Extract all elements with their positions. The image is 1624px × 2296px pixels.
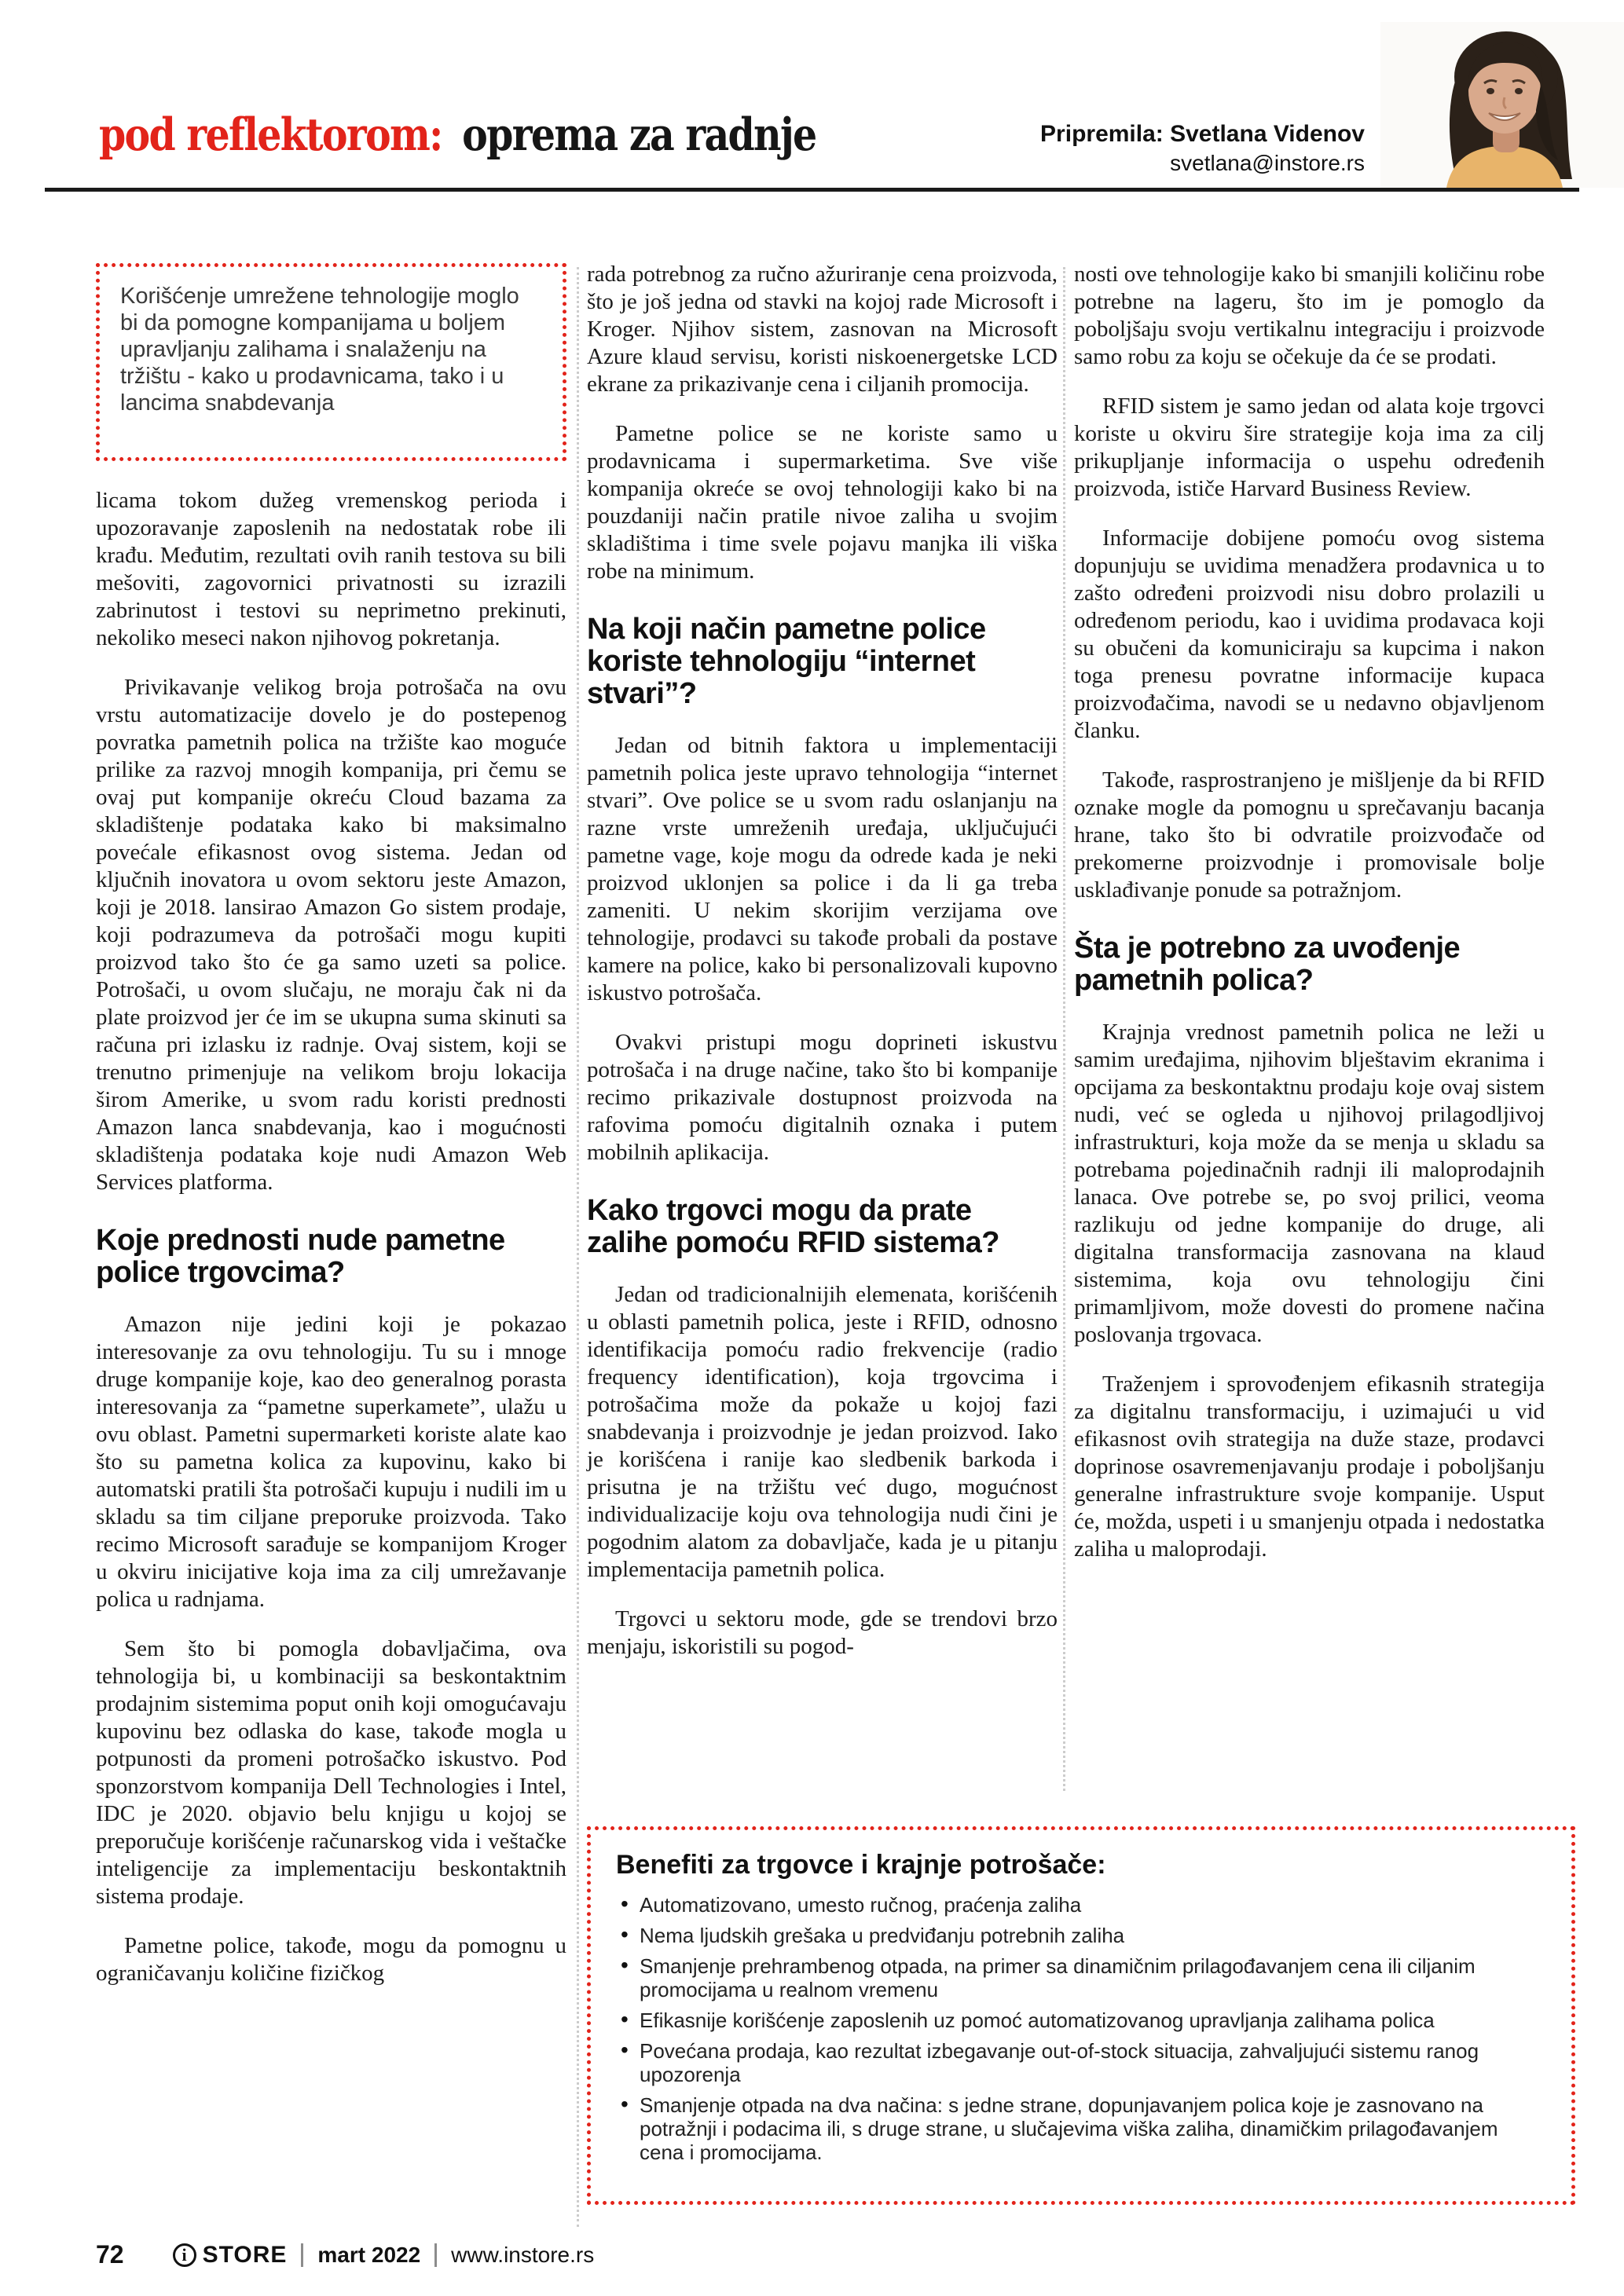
intro-box	[96, 263, 566, 461]
page-number: 72	[96, 2240, 124, 2269]
paragraph: Trgovci u sektoru mode, gde se trendovi brzo menjaju, iskoristili su pogod-	[587, 1606, 1058, 1659]
paragraph: Krajnja vrednost pametnih polica ne leži u samim uređajima, njihovim blještavim ekranima i opcijama za beskontaktnu prodaju koje ovaj sistem nudi, već se ogleda u njihovoj prilagodljivoj infrastrukturi, koja može da se menja u skladu sa potrebama pojedinačnih radnji ili maloprodajnih lanaca. Ove potrebe se, po svoj prilici, veoma razlikuju od jedne kompanije do druge, ali digitalna transformacija zasnovana na klaud sistemima, koja ovu tehnologiju čini primamljivom, može dovesti do promene načina poslovanja trgovaca.	[1074, 1020, 1545, 1347]
subheading: Kako trgovci mogu da prate zalihe pomoću RFID sistema?	[587, 1194, 999, 1259]
subheading: Šta je potrebno za uvođenje pametnih polica?	[1074, 932, 1461, 997]
paragraph: Ovakvi pristupi mogu doprineti iskustvu potrošača i na druge načine, tako što bi kompanije recimo prikazivale dostupnost proizvoda na rafovima pomoću digitalnih oznaka i putem mobilnih aplikacija.	[587, 1030, 1058, 1165]
header-divider	[45, 188, 1579, 192]
byline	[1040, 119, 1365, 178]
author-photo	[1380, 22, 1624, 188]
website-link[interactable]: www.instore.rs	[451, 2242, 595, 2267]
paragraph: Amazon nije jedini koji je pokazao interesovanje za ovu tehnologiju. Tu su i mnoge druge kompanije koje, kao deo generalnog porasta interesovanja za “pametne superkamete”, ulažu u ovu oblast. Pametni supermarketi koriste alate kao što su pametna kolica za kupovinu, kako bi automatski pratili šta potrošači kupuju i nudili im u skladu sa tim ciljane preporuke proizvoda. Tako recimo Microsoft sarađuje se kompanijom Kroger u okviru inicijative koja ima za cilj umrežavanje polica u radnjama.	[96, 1312, 566, 1612]
section-topic: oprema za radnje	[462, 108, 816, 161]
paragraph: Traženjem i sprovođenjem efikasnih strategija za digitalnu transformaciju, i uzimajući u vid efikasnost ovih strategija na duže staze, prodavci doprinose osavremenjavanju prodaje i poboljšanju generalne infrastrukture svoje kompanije. Usput će, možda, uspeti i u smanjenju otpada i nedostatka zaliha u maloprodaji.	[1074, 1371, 1545, 1562]
instore-logo-icon: i	[173, 2243, 196, 2267]
benefits-box	[587, 1826, 1575, 2205]
list-item: • Efikasnije korišćenje zaposlenih uz pomoć automatizovanog upravljanja zalihama polica	[616, 2009, 1546, 2032]
subheading: Na koji način pametne police koriste tehnologiju “internet stvari”?	[587, 613, 986, 710]
paragraph: Jedan od tradicionalnijih elemenata, korišćenih u oblasti pametnih polica, jeste i RFID, odnosno identifikacija pomoću radio frekvencije (radio frequency identification), koja trgovcima i potrošačima može da pokaže u kojoj fazi snabdevanja i proizvodnje je jedan proizvod. Iako je korišćena i ranije kao sledbenik barkoda i prisutna je na tržištu već dugo, mogućnost individualizacije koju ova tehnologija nudi čini je pogodnim alatom za dobavljače, kada je u pitanju implementacija pametnih polica.	[587, 1282, 1058, 1582]
paragraph: Takođe, rasprostranjeno je mišljenje da bi RFID oznake mogle da pomognu u sprečavanju bacanja hrane, tako što bi odvratile proizvođače od prekomerne proizvodnje i promovisale bolje usklađivanje ponude sa potražnjom.	[1074, 767, 1545, 903]
benefits-list	[616, 1893, 1546, 2164]
author-photo-image	[1380, 22, 1624, 188]
list-item: • Nema ljudskih grešaka u predviđanju potrebnih zaliha	[616, 1924, 1546, 1947]
issue-date: mart 2022	[317, 2242, 421, 2267]
paragraph: Sem što bi pomogla dobavljačima, ova tehnologija bi, u kombinaciji sa beskontaktnim prodajnim sistemima poput onih koji omogućavaju kupovinu bez odlaska do kase, takođe mogla u potpunosti da promeni potrošačko iskustvo. Pod sponzorstvom kompanija Dell Technologies i Intel, IDC je 2020. objavio belu knjigu u kojoj se preporučuje korišćenje računarskog vida i veštačke inteligencije za implementaciju beskontaktnih sistema prodaje.	[96, 1636, 566, 1909]
list-item: • Smanjenje otpada na dva načina: s jedne strane, dopunjavanjem polica koje je zasnovano na potražnji i podacima ili, s druge strane, u slučajevima viška zaliha, dinamičkim prilagođavanjem cena i promocijama.	[616, 2093, 1546, 2164]
benefits-title: Benefiti za trgovce i krajnje potrošače:	[616, 1850, 1106, 1880]
instore-logo-text: STORE	[202, 2241, 288, 2268]
byline-email-link[interactable]: svetlana@instore.rs	[1170, 151, 1365, 175]
column-divider	[1063, 267, 1065, 1791]
column-divider	[577, 267, 579, 2227]
list-item: • Automatizovano, umesto ručnog, praćenja zaliha	[616, 1893, 1546, 1917]
intro-text: Korišćenje umrežene tehnologije moglo bi da pomogne kompanijama u boljem upravljanju zalihama i snalaženju na tržištu - kako u prodavnicama, tako i u lancima snabdevanja	[120, 284, 519, 416]
paragraph: rada potrebnog za ručno ažuriranje cena proizvoda, što je još jedna od stavki na kojoj rade Microsoft i Kroger. Njihov sistem, zasnovan na Microsoft Azure klaud servisu, koristi niskoenergetske LCD ekrane za prikazivanje cena i ciljanih promocija.	[587, 262, 1058, 397]
paragraph: Pametne police, takođe, mogu da pomognu u ograničavanju količine fizičkog	[96, 1933, 566, 1986]
list-item: • Smanjenje prehrambenog otpada, na primer sa dinamičnim prilagođavanjem cena ili ciljanim promocijama u realnom vremenu	[616, 1954, 1546, 2001]
paragraph: RFID sistem je samo jedan od alata koje trgovci koriste u okviru šire strategije koja ima za cilj prikupljanje informacija o uspehu određenih proizvoda, ističe Harvard Business Review.	[1074, 394, 1545, 501]
page-title	[99, 108, 816, 161]
paragraph: Privikavanje velikog broja potrošača na ovu vrstu automatizacije dovelo je do postepenog povratka pametnih polica na tržište kao moguće prilike za razvoj mnogih kompanija, pri čemu se ovaj put kompanije okreću Cloud bazama za skladištenje podataka kako bi maksimalno povećale efikasnost ovog sistema. Jedan od ključnih inovatora u ovom sektoru jeste Amazon, koji je 2018. lansirao Amazon Go sistem prodaje, koji podrazumeva da potrošači mogu kupiti proizvod tako što će ga samo uzeti sa police. Potrošači, u ovom slučaju, ne moraju čak ni da plate proizvod jer će im se ukupna suma skinuti sa računa pri izlasku iz radnje. Ovaj sistem, koji se trenutno primenjuje na velikom broju lokacija širom Amerike, u svom radu koristi prednosti Amazon lanca snabdevanja, kao i mogućnosti skladištenja podataka koje nudi Amazon Web Services platforma.	[96, 675, 566, 1195]
paragraph: nosti ove tehnologije kako bi smanjili količinu robe potrebne na lageru, što im je pomoglo da poboljšaju svoju vertikalnu integraciju i proizvode samo robu za koju se očekuje da će se prodati.	[1074, 262, 1545, 369]
footer-divider	[301, 2243, 303, 2267]
footer-divider	[434, 2243, 437, 2267]
article-column-3	[1074, 261, 1545, 1563]
page-footer	[96, 2240, 594, 2269]
article-column-2	[587, 261, 1058, 1661]
paragraph: Pametne police se ne koriste samo u prodavnicama i supermarketima. Sve više kompanija okreće se ovoj tehnologiji kako bi na pouzdaniji način pratile nivoe zaliha u svojim skladištima i time svele pojavu manjka ili viška robe na minimum.	[587, 421, 1058, 584]
section-kicker: pod reflektorom:	[99, 108, 442, 161]
paragraph: licama tokom dužeg vremenskog perioda i upozoravanje zaposlenih na nedostatak robe ili krađu. Međutim, rezultati ovih ranih testova su bili mešoviti, zagovornici privatnosti su izrazili zabrinutost i testovi su neprimetno prekinuti, nekoliko meseci nakon njihovog pokretanja.	[96, 488, 566, 650]
subheading: Koje prednosti nude pametne police trgovcima?	[96, 1224, 505, 1289]
instore-logo	[173, 2242, 288, 2269]
byline-author: Pripremila: Svetlana Videnov	[1040, 121, 1365, 147]
article-column-1	[96, 487, 566, 1987]
paragraph: Informacije dobijene pomoću ovog sistema dopunjuju se uvidima menadžera prodavnica u to zašto određeni proizvodi nisu dobro prolazili u određenom periodu, kao i uvidima prodavaca koji su obučeni da komuniciraju sa kupcima i nakon toga prenesu povratne informacije kupaca proizvođačima, navodi se u nedavno objavljenom članku.	[1074, 525, 1545, 743]
list-item: • Povećana prodaja, kao rezultat izbegavanje out-of-stock situacija, zahvaljujući sistemu ranog upozorenja	[616, 2039, 1546, 2086]
paragraph: Jedan od bitnih faktora u implementaciji pametnih polica jeste upravo tehnologija “internet stvari”. Ove police se u svom radu oslanjanju na razne vrste umreženih uređaja, uključujući pametne vage, koje mogu da odrede kada je neki proizvod uklonjen sa police i da li ga treba zameniti. U nekim skorijim verzijama ove tehnologije, prodavci su takođe probali da postave kamere na police, kako bi personalizovali kupovno iskustvo potrošača.	[587, 733, 1058, 1005]
